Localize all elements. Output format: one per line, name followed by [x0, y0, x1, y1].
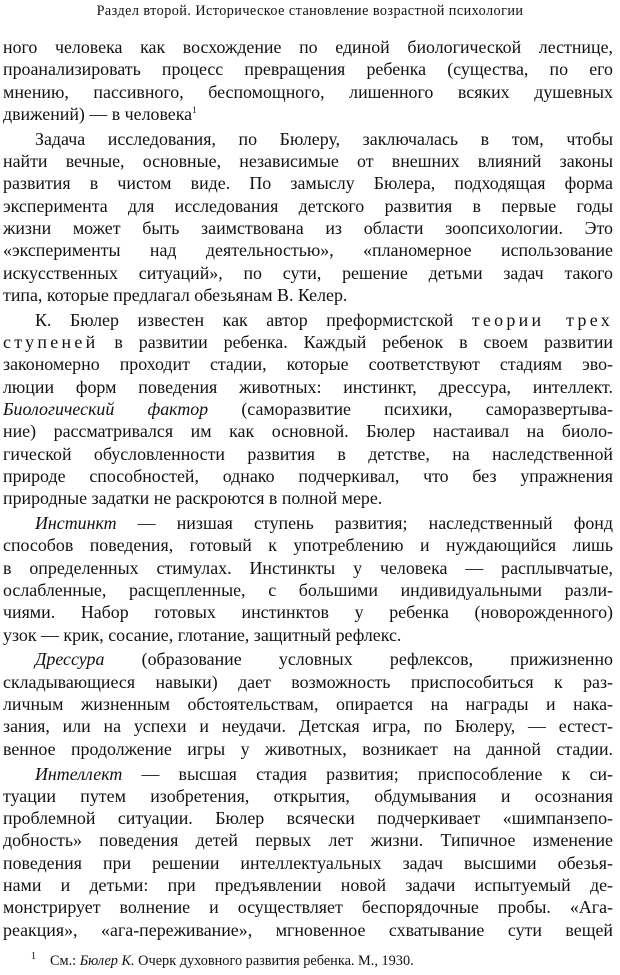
- text-run: гической обусловленности развития в детстве, на наследственной: [3, 443, 613, 464]
- text-run: природе способностей, однако подчеркивал, что без упражнения: [3, 465, 613, 486]
- emphasis-term: Инстинкт: [35, 513, 117, 534]
- text-run: искусственных ситуаций», по сути, решение детьми задач такого: [3, 262, 613, 283]
- emphasis-term: Дрессура: [35, 649, 105, 670]
- text-run: поведения при решении интеллектуальных задач высшими обезья-: [3, 852, 613, 873]
- footnote-mark: 1: [31, 951, 36, 963]
- text-run: личным жизненным обстоятельствам, опирается на награды и нака-: [3, 694, 613, 715]
- text-run: туации путем изобретения, открытия, обдумывания и осознания: [3, 785, 613, 806]
- text-line: [3, 309, 613, 331]
- text-run: зания, или на успехи и неудачи. Детская игра, по Бюлеру, — естест-: [3, 716, 613, 737]
- text-run: проблемной ситуации. Бюлер всячески подчеркивает «шимпанзепо-: [3, 808, 613, 829]
- text-run: Задача исследования, по Бюлеру, заключалась в том, чтобы: [35, 128, 613, 149]
- text-line: [3, 239, 613, 261]
- text-run: закономерно проходит стадии, которые соответствуют стадиям эво-: [3, 354, 613, 375]
- text-run: найти вечные, основные, независимые от внешних влияний законы: [3, 151, 613, 172]
- text-line: [3, 807, 613, 829]
- text-run: люции форм поведения животных: инстинкт, дрессура, интеллект.: [3, 376, 613, 397]
- text-run: монстрирует волнение и осуществляет беспорядочные пробы. «Ага-: [3, 897, 613, 918]
- text-run: ослабленные, расщепленные, с большими индивидуальными разли-: [3, 580, 613, 600]
- spaced-emphasis: теории трех: [471, 309, 613, 330]
- text-run: мнению, пассивного, беспомощного, лишенного всяких душевных: [3, 81, 613, 102]
- text-run: жизни может быть заимствована из области зоопсихологии. Это: [3, 218, 613, 238]
- text-line: [3, 353, 613, 375]
- text-line: [3, 172, 613, 194]
- text-line: [3, 896, 613, 918]
- text-run: ние) рассматривался им как основной. Бюлер настаивал на биоло-: [3, 421, 613, 442]
- text-run: развития в чистом виде. По замыслу Бюлера, подходящая форма: [3, 173, 613, 194]
- text-run: — высшая стадия развития; приспособление к си-: [122, 763, 613, 784]
- text-run: К. Бюлер известен как автор преформистской: [35, 309, 472, 330]
- text-line: [3, 557, 613, 579]
- text-line: [3, 284, 613, 306]
- footnote: [31, 952, 414, 970]
- text-run: венное продолжение игры у животных, возникает на данной стадии.: [3, 738, 613, 759]
- text-line: [3, 128, 613, 150]
- text-run: складывающиеся навыки) дает возможность приспособиться к раз-: [3, 671, 613, 692]
- text-run: реакция», «ага-переживание», мгновенное схватывание сути вещей: [3, 919, 613, 940]
- text-line: [3, 785, 613, 807]
- footnote-text: Очерк духовного развития ребенка. М., 1930.: [134, 953, 414, 969]
- text-line: [3, 579, 613, 601]
- text-run: «эксперименты над деятельностью», «планомерное использование: [3, 240, 613, 261]
- text-line: [3, 874, 613, 896]
- text-run: движений) — в человека: [3, 103, 193, 124]
- text-line: [3, 81, 613, 103]
- text-run: в определенных стимулах. Инстинкты у человека — расплывчатые,: [3, 557, 613, 578]
- text-line: [3, 852, 613, 874]
- text-line: [3, 217, 613, 239]
- text-run: эксперимента для исследования детского развития в первые годы: [3, 195, 613, 216]
- text-line: [3, 738, 613, 760]
- footnote-author: Бюлер К.: [79, 953, 135, 969]
- text-line: [3, 465, 613, 487]
- text-line: [3, 420, 613, 442]
- text-line: [3, 534, 613, 556]
- text-run: проанализировать процесс превращения ребенка (существа, по его: [3, 59, 613, 80]
- text-run: добность» поведения детей первых лет жизни. Типичное изменение: [3, 830, 613, 851]
- text-line: [3, 624, 613, 646]
- text-line: [3, 919, 613, 941]
- text-line: [3, 398, 613, 420]
- text-line: [3, 150, 613, 172]
- text-line: [3, 715, 613, 737]
- text-run: чиями. Набор готовых инстинктов у ребенка (новорожденного): [3, 602, 613, 623]
- text-line: [3, 376, 613, 398]
- text-line: [3, 331, 613, 353]
- body-text: [3, 36, 613, 941]
- text-run: — низшая ступень развития; наследственный фонд: [116, 513, 613, 534]
- spaced-emphasis: ступеней: [3, 332, 99, 353]
- text-line: [3, 195, 613, 217]
- text-run: способов поведения, готовый к употреблению и нуждающийся лишь: [3, 535, 613, 556]
- text-run: (саморазвитие психики, саморазвертыва-: [208, 399, 613, 419]
- text-line: [3, 763, 613, 785]
- text-line: [3, 262, 613, 284]
- footnote-prefix: См.:: [50, 953, 80, 969]
- text-line: [3, 103, 613, 125]
- text-line: [3, 693, 613, 715]
- running-header: Раздел второй. Историческое становление возрастной психологии: [96, 3, 524, 19]
- text-run: природные задатки не раскроются в полной мере.: [3, 488, 383, 509]
- text-line: [3, 512, 613, 534]
- text-run: нами и детьми: при предъявлении новой задачи испытуемый де-: [3, 875, 613, 896]
- text-line: [3, 443, 613, 465]
- emphasis-term: Интеллект: [35, 763, 123, 784]
- text-line: [3, 58, 613, 80]
- text-line: [3, 601, 613, 623]
- text-run: (образование условных рефлексов, прижизненно: [104, 649, 613, 670]
- text-line: [3, 648, 613, 670]
- text-line: [3, 829, 613, 851]
- text-run: в развитии ребенка. Каждый ребенок в своем развитии: [98, 332, 613, 353]
- text-run: узок — крик, сосание, глотание, защитный рефлекс.: [3, 624, 402, 645]
- text-run: типа, которые предлагал обезьянам В. Келер.: [3, 284, 348, 305]
- footnote-reference: 1: [192, 104, 197, 115]
- text-line: [3, 36, 613, 58]
- emphasis-term: Биологический фактор: [3, 399, 209, 419]
- text-line: [3, 487, 613, 509]
- text-line: [3, 671, 613, 693]
- text-run: ного человека как восхождение по единой биологической лестнице,: [3, 37, 613, 57]
